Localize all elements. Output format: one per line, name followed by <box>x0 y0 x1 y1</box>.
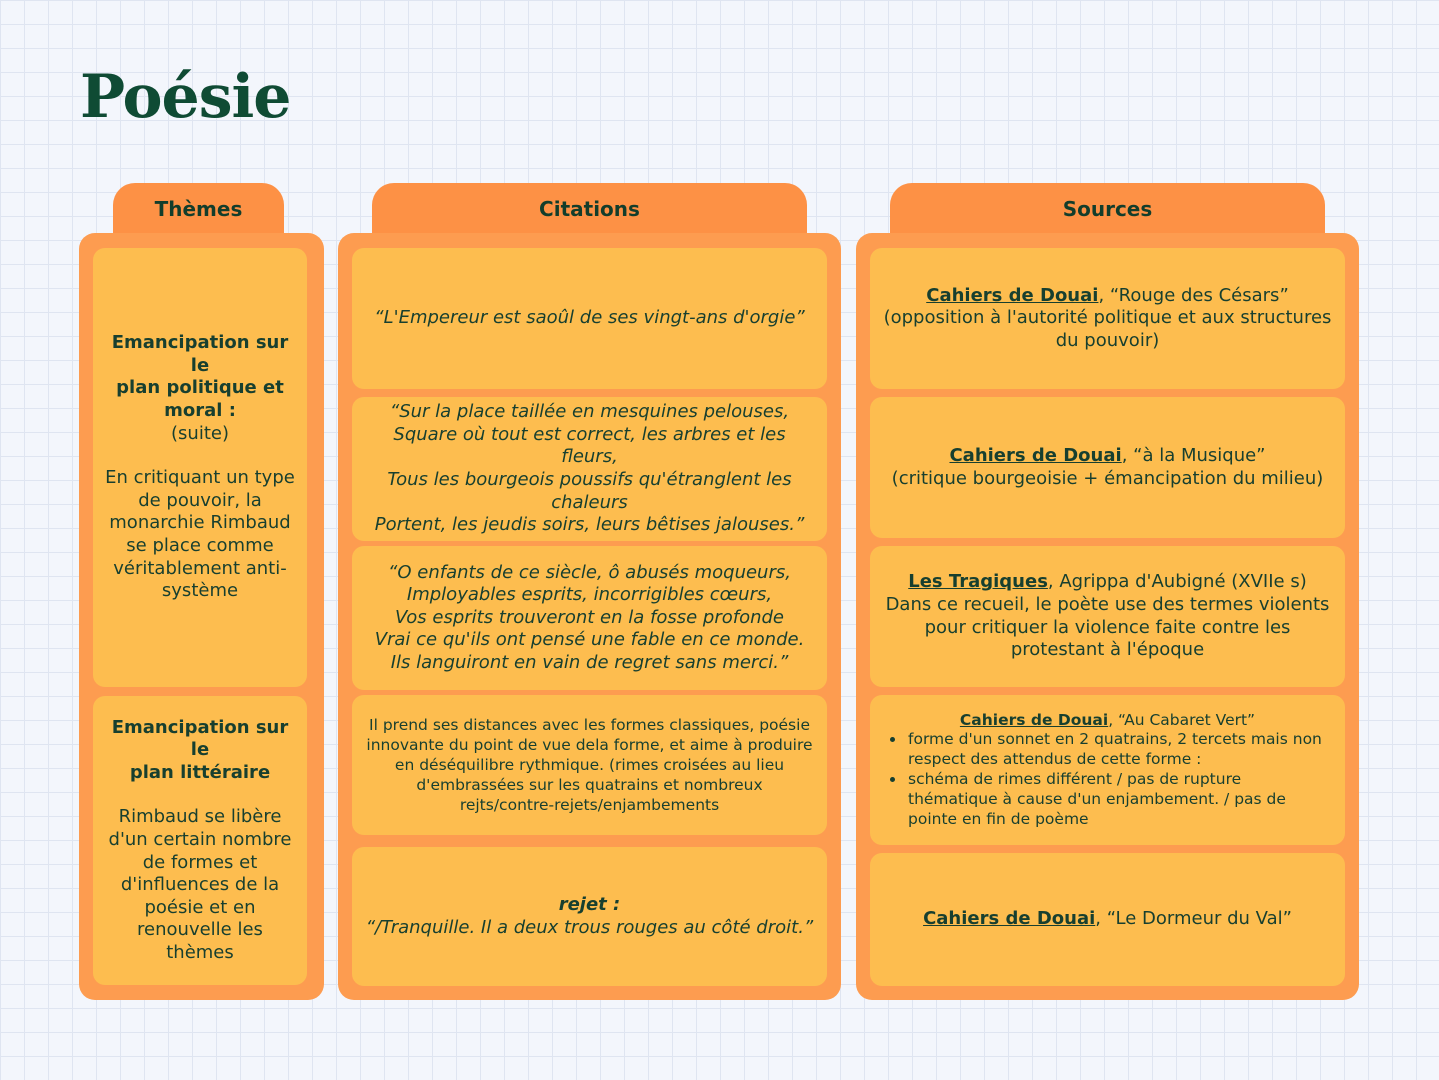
source-book-title: Cahiers de Douai <box>959 710 1109 729</box>
page-title: Poésie <box>80 62 291 132</box>
theme-cell-litteraire <box>93 696 307 985</box>
theme-heading: Emancipation sur le plan politique et moral : <box>111 332 289 422</box>
source-cell: Cahiers de Douai, “Le Dormeur du Val” <box>870 853 1345 986</box>
citation-cell: “O enfants de ce siècle, ô abusés moqueurs, Imployables esprits, incorrigibles cœurs, Vos esprits trouveront en la fosse profonde Vrai ce qu'ils ont pensé une fable en ce monde. Ils languiront en vain de regret sans merci.” <box>352 546 827 690</box>
citation-cell: Il prend ses distances avec les formes classiques, poésie innovante du point de vue dela forme, et aime à produire en déséquilibre rythmique. (rimes croisées au lieu d'embrassées sur les quatrains et nombreux rejts/contre-rejets/enjambements <box>352 695 827 835</box>
source-book-title: Cahiers de Douai <box>949 444 1122 466</box>
list-item: • schéma de rimes différent / pas de rupture thématique à cause d'un enjambement. / pas de pointe en fin de poème <box>906 770 1329 829</box>
source-cell: Les Tragiques, Agrippa d'Aubigné (XVIIe s) Dans ce recueil, le poète use des termes violents pour critiquer la violence faite contre les protestant à l'époque <box>870 546 1345 687</box>
theme-body: En critiquant un type de pouvoir, la monarchie Rimbaud se place comme véritablement anti- système <box>105 467 295 602</box>
citation-cell: rejet : “/Tranquille. Il a deux trous rouges au côté droit.” <box>352 847 827 986</box>
citation-cell: “L'Empereur est saoûl de ses vingt-ans d'orgie” <box>352 248 827 389</box>
citation-cell: “Sur la place taillée en mesquines pelouses, Square où tout est correct, les arbres et les fleurs, Tous les bourgeois poussifs qu'étranglent les chaleurs Portent, les jeudis soirs, leurs bêtises jalouses.” <box>352 397 827 541</box>
sources-panel <box>856 233 1359 1000</box>
source-book-title: Les Tragiques <box>908 571 1048 593</box>
source-cell: Cahiers de Douai, “à la Musique” (critique bourgeoisie + émancipation du milieu) <box>870 397 1345 538</box>
list-item: • forme d'un sonnet en 2 quatrains, 2 tercets mais non respect des attendus de cette forme : <box>906 730 1329 770</box>
theme-note: (suite) <box>171 422 229 444</box>
tab-themes: Thèmes <box>113 183 284 243</box>
source-cell: Cahiers de Douai, “Rouge des Césars” (opposition à l'autorité politique et aux structures du pouvoir) <box>870 248 1345 389</box>
citation-label: rejet : <box>558 893 621 915</box>
source-book-title: Cahiers de Douai <box>923 908 1096 930</box>
tab-sources: Sources <box>890 183 1325 243</box>
theme-body: Rimbaud se libère d'un certain nombre de formes et d'influences de la poésie et en renouvelle les thèmes <box>108 806 292 963</box>
tab-citations: Citations <box>372 183 807 243</box>
source-bullet-list <box>886 730 1329 829</box>
theme-cell-politique <box>93 248 307 687</box>
citations-panel <box>338 233 841 1000</box>
theme-heading: Emancipation sur le plan littéraire <box>111 716 289 783</box>
source-book-title: Cahiers de Douai <box>926 284 1099 306</box>
source-cell: Cahiers de Douai, “Au Cabaret Vert” • forme d'un sonnet en 2 quatrains, 2 tercets mais non respect des attendus de cette forme : • schéma de rimes différent / pas de rupture thématique à cause d'un enjambement. / pas de pointe en fin de poème <box>870 695 1345 845</box>
themes-panel <box>79 233 324 1000</box>
